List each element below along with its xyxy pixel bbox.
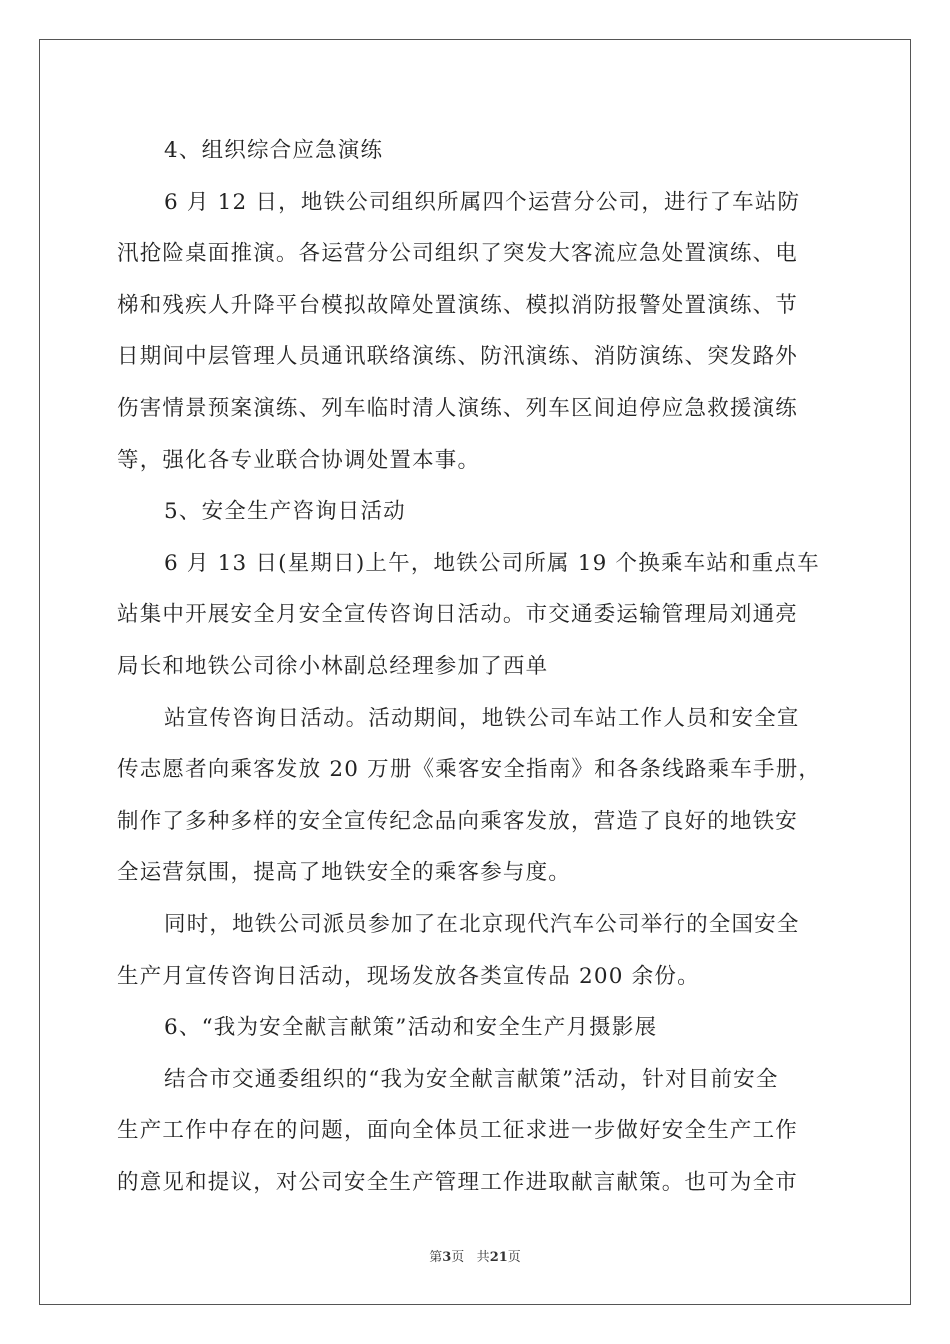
text-line: 结合市交通委组织的“我为安全献言献策”活动，针对目前安全 (164, 1066, 779, 1092)
paragraph (117, 899, 833, 1002)
text-line: 生产月宣传咨询日活动，现场发放各类宣传品 200 余份。 (117, 963, 700, 989)
text-line: 同时，地铁公司派员参加了在北京现代汽车公司举行的全国安全 (164, 911, 800, 937)
text-line: 站集中开展安全月安全宣传咨询日活动。市交通委运输管理局刘通亮 (117, 602, 799, 628)
paragraph (117, 693, 833, 899)
current-page-number: 3 (442, 1250, 452, 1265)
text-line: 局长和地铁公司徐小林副总经理参加了西单 (117, 653, 549, 679)
document-body (117, 125, 833, 1208)
text-line: 生产工作中存在的问题，面向全体员工征求进一步做好安全生产工作 (117, 1118, 799, 1144)
text-line: 日期间中层管理人员通讯联络演练、防汛演练、消防演练、突发路外 (117, 344, 799, 370)
section-heading (117, 125, 833, 177)
text-line: 等，强化各专业联合协调处置本事。 (117, 447, 481, 473)
text-line: 制作了多种多样的安全宣传纪念品向乘客发放，营造了良好的地铁安 (117, 808, 799, 834)
text-line: 6、“我为安全献言献策”活动和安全生产月摄影展 (164, 1015, 658, 1041)
text-line: 站宣传咨询日活动。活动期间，地铁公司车站工作人员和安全宣 (164, 705, 800, 731)
text-line: 伤害情景预案演练、列车临时清人演练、列车区间迫停应急救援演练 (117, 395, 799, 421)
text-line: 6 月 12 日，地铁公司组织所属四个运营分公司，进行了车站防 (164, 189, 801, 215)
text-line: 全运营氛围，提高了地铁安全的乘客参与度。 (117, 860, 572, 886)
paragraph (117, 538, 833, 693)
section-heading (117, 486, 833, 538)
footer-total-prefix: 共 (476, 1250, 490, 1265)
text-line: 汛抢险桌面推演。各运营分公司组织了突发大客流应急处置演练、电 (117, 241, 799, 267)
page-footer (0, 1246, 950, 1265)
text-line: 5、安全生产咨询日活动 (164, 499, 406, 525)
text-line: 的意见和提议，对公司安全生产管理工作进取献言献策。也可为全市 (117, 1169, 799, 1195)
paragraph (117, 177, 833, 487)
paragraph (117, 1054, 833, 1209)
text-line: 传志愿者向乘客发放 20 万册《乘客安全指南》和各条线路乘车手册， (117, 757, 822, 783)
footer-total-suffix: 页 (507, 1250, 521, 1265)
text-line: 4、组织综合应急演练 (164, 138, 384, 163)
section-heading (117, 1002, 833, 1054)
total-page-count: 21 (489, 1250, 508, 1265)
footer-prefix: 第 (429, 1250, 443, 1265)
text-line: 梯和残疾人升降平台模拟故障处置演练、模拟消防报警处置演练、节 (117, 292, 799, 318)
text-line: 6 月 13 日(星期日)上午，地铁公司所属 19 个换乘车站和重点车 (164, 550, 820, 576)
footer-page-suffix: 页 (451, 1250, 465, 1265)
